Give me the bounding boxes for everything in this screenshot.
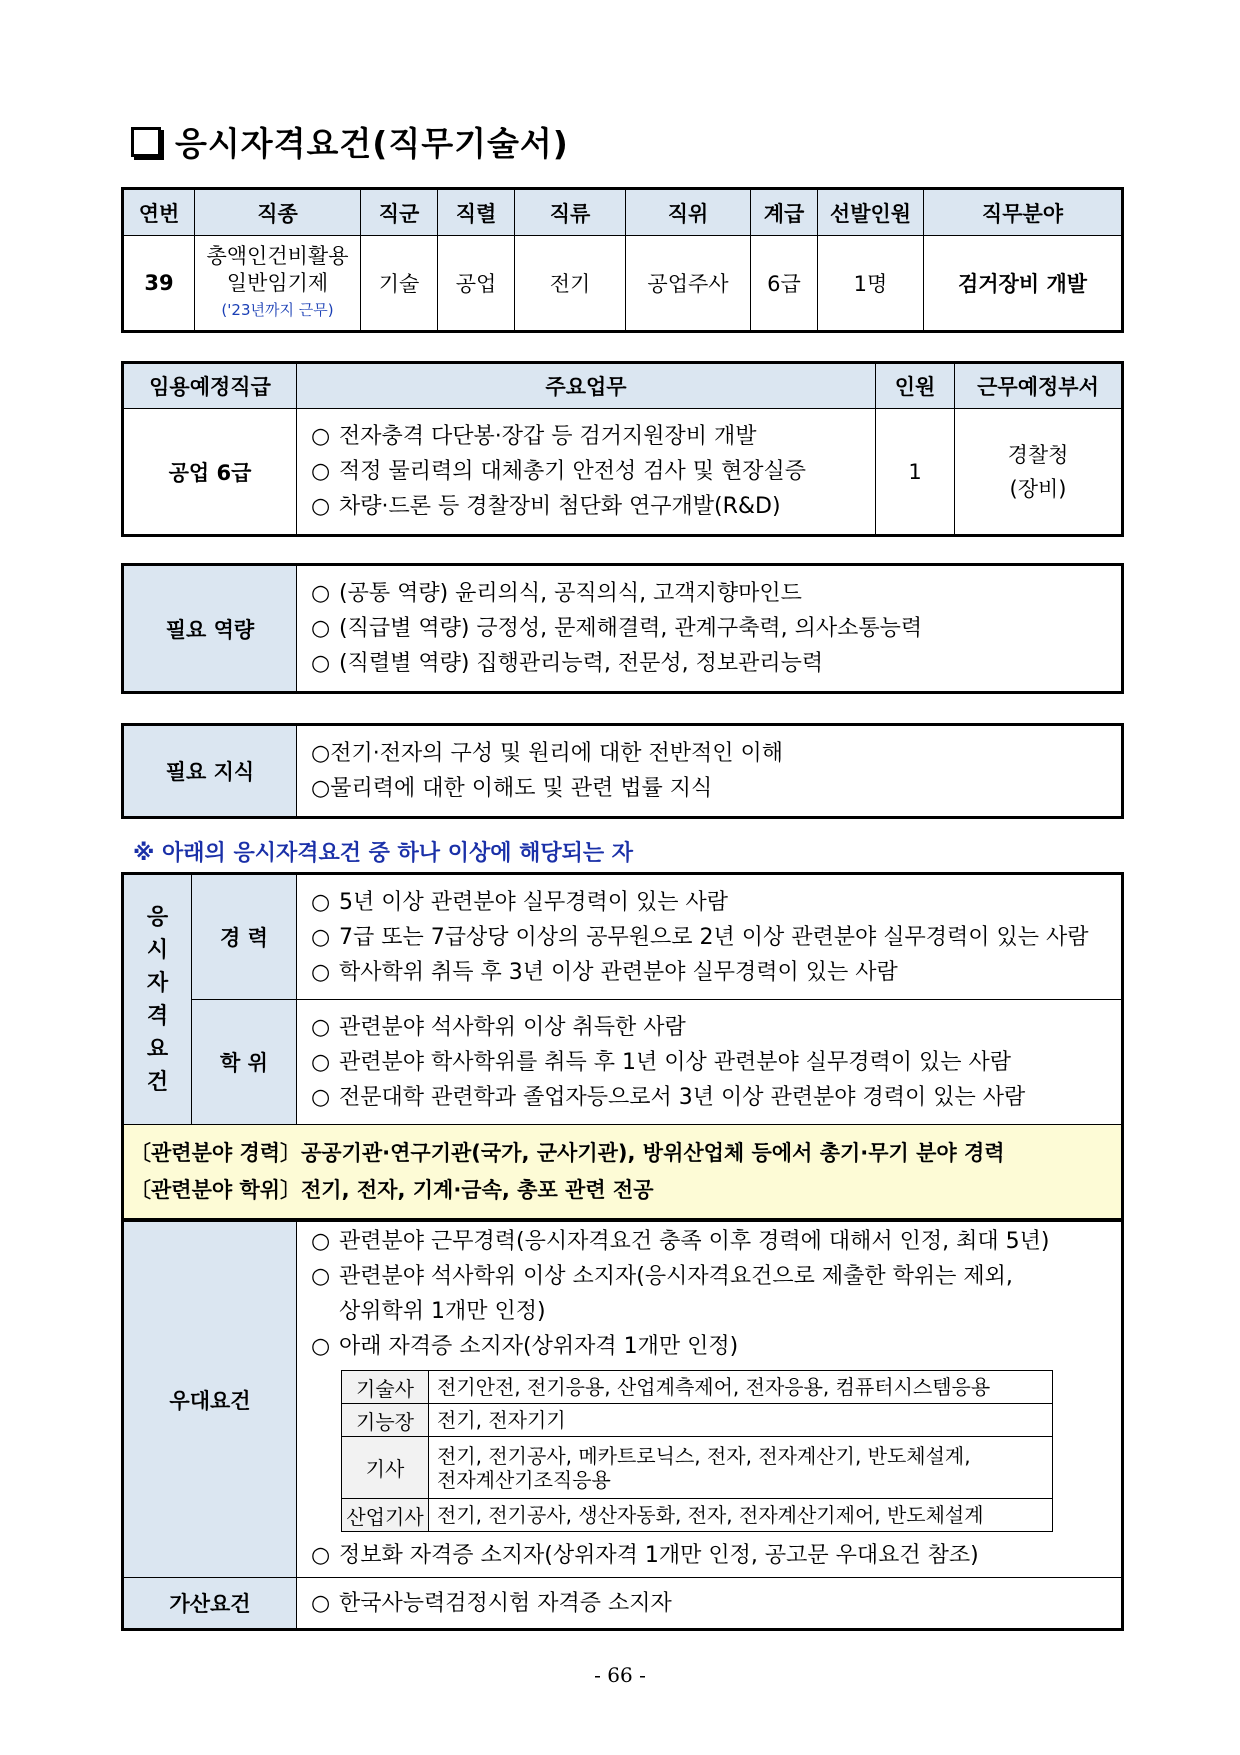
header-cell: 직위 <box>626 189 751 236</box>
bullet-icon: ○ <box>311 616 331 641</box>
list-item: 상위학위 1개만 인정) <box>339 1299 546 1324</box>
job-position: 공업주사 <box>626 236 751 332</box>
page-title-text: 응시자격요건(직무기술서) <box>175 124 569 163</box>
job-count: 1명 <box>818 236 924 332</box>
knowledge-list-cell <box>297 725 1123 818</box>
header-cell: 연번 <box>123 189 195 236</box>
header-cell: 직종 <box>195 189 361 236</box>
dept-line1: 경찰청 <box>1007 442 1069 467</box>
list-item: ○ 관련분야 석사학위 이상 취득한 사람 <box>311 1010 1121 1045</box>
list-item: ○물리력에 대한 이해도 및 관련 법률 지식 <box>311 776 713 801</box>
bullet-icon: ○ <box>311 581 331 606</box>
requirements-table <box>121 872 1124 1221</box>
license-values: 전기, 전자기기 <box>429 1404 1053 1437</box>
list-item: ○ 5년 이상 관련분야 실무경력이 있는 사람 <box>311 885 1121 920</box>
bullet-icon: ○ <box>311 494 331 519</box>
bullet-icon: ○ <box>311 1264 331 1289</box>
header-cell: 임용예정직급 <box>123 363 297 409</box>
bullet-icon: ○ <box>311 776 331 801</box>
list-item: ○ 전자충격 다단봉·장갑 등 검거지원장비 개발 <box>311 419 875 454</box>
degree-list <box>297 1010 1121 1115</box>
bonus-cell <box>297 1578 1123 1630</box>
header-cell: 직무분야 <box>924 189 1123 236</box>
related-career: 〔관련분야 경력〕공공기관·연구기관(국가, 군사기관), 방위산업체 등에서 총기·무기 분야 경력 <box>130 1140 1005 1165</box>
bullet-icon: ○ <box>311 1014 331 1040</box>
bonus-label: 가산요건 <box>123 1578 297 1630</box>
preference-list-end <box>297 1538 1121 1573</box>
license-values: 전기, 전기공사, 메카트로닉스, 전자, 전자계산기, 반도체설계, 전자계산기조직응용 <box>429 1437 1053 1499</box>
duty-dept <box>955 409 1123 536</box>
page-title <box>131 118 569 165</box>
license-category: 기능장 <box>342 1404 429 1437</box>
career-label: 경 력 <box>192 874 297 1000</box>
duty-grade: 공업 6급 <box>123 409 297 536</box>
knowledge-label: 필요 지식 <box>123 725 297 818</box>
career-list <box>297 885 1121 990</box>
job-type-line2: 일반임기제 <box>226 270 329 295</box>
header-cell: 계급 <box>751 189 818 236</box>
list-item: ○ 관련분야 석사학위 이상 소지자(응시자격요건으로 제출한 학위는 제외, <box>311 1259 1121 1294</box>
bullet-icon: ○ <box>311 424 331 449</box>
preference-label: 우대요건 <box>123 1221 297 1578</box>
list-item: ○ (공통 역량) 윤리의식, 공직의식, 고객지향마인드 <box>311 576 1121 611</box>
list-item: ○ (직렬별 역량) 집행관리능력, 전문성, 정보관리능력 <box>311 646 1121 681</box>
checkbox-square-icon <box>131 127 161 157</box>
header-cell: 직렬 <box>438 189 515 236</box>
bullet-icon: ○ <box>311 889 331 915</box>
bullet-icon: ○ <box>311 959 331 985</box>
bullet-icon: ○ <box>311 1084 331 1110</box>
bullet-icon: ○ <box>311 1590 331 1616</box>
job-group: 기술 <box>361 236 438 332</box>
job-class: 전기 <box>515 236 626 332</box>
degree-list-cell <box>297 1000 1123 1125</box>
license-category: 기술사 <box>342 1371 429 1404</box>
related-field-box <box>123 1125 1123 1220</box>
bullet-icon: ○ <box>311 1049 331 1075</box>
list-item: ○ 전문대학 관련학과 졸업자등으로서 3년 이상 관련분야 경력이 있는 사람 <box>311 1080 1121 1115</box>
requirements-vertical-label: 응 시 자 격 요 건 <box>123 874 192 1125</box>
bullet-icon: ○ <box>311 1543 331 1568</box>
bullet-icon: ○ <box>311 741 331 766</box>
license-category: 기사 <box>342 1437 429 1499</box>
header-cell: 주요업무 <box>297 363 876 409</box>
list-item: ○ 아래 자격증 소지자(상위자격 1개만 인정) <box>311 1329 1121 1364</box>
dept-line2: (장비) <box>1009 476 1067 501</box>
page-number: - 66 - <box>594 1663 646 1687</box>
license-category: 산업기사 <box>342 1499 429 1532</box>
preference-table <box>121 1219 1124 1631</box>
job-type-line1: 총액인건비활용 <box>206 243 349 268</box>
preference-list <box>297 1224 1121 1364</box>
requirements-note: ※ 아래의 응시자격요건 중 하나 이상에 해당되는 자 <box>133 841 634 866</box>
list-item: ○ 관련분야 근무경력(응시자격요건 충족 이후 경력에 대해서 인정, 최대 5년) <box>311 1224 1121 1259</box>
competency-list <box>297 576 1121 681</box>
list-item: ○ 관련분야 학사학위를 취득 후 1년 이상 관련분야 실무경력이 있는 사람 <box>311 1045 1121 1080</box>
list-item: ○ (직급별 역량) 긍정성, 문제해결력, 관계구축력, 의사소통능력 <box>311 611 1121 646</box>
header-cell: 인원 <box>876 363 955 409</box>
job-type-cell <box>195 236 361 332</box>
list-item: ○ 7급 또는 7급상당 이상의 공무원으로 2년 이상 관련분야 실무경력이 있는 사람 <box>311 920 1121 955</box>
bullet-icon: ○ <box>311 651 331 676</box>
career-list-cell <box>297 874 1123 1000</box>
list-item: ○ 차량·드론 등 경찰장비 첨단화 연구개발(R&D) <box>311 489 875 524</box>
job-table <box>121 187 1124 333</box>
competency-table <box>121 563 1124 694</box>
knowledge-list <box>297 736 1121 806</box>
bonus-list <box>297 1586 1121 1621</box>
license-table <box>341 1370 1053 1532</box>
list-item: ○ 한국사능력검정시험 자격증 소지자 <box>311 1586 1121 1621</box>
row-number: 39 <box>123 236 195 332</box>
header-cell: 선발인원 <box>818 189 924 236</box>
competency-label: 필요 역량 <box>123 565 297 693</box>
list-item: ○전기·전자의 구성 및 원리에 대한 전반적인 이해 <box>311 741 783 766</box>
bullet-icon: ○ <box>311 1334 331 1359</box>
license-values: 전기, 전기공사, 생산자동화, 전자, 전자계산기제어, 반도체설계 <box>429 1499 1053 1532</box>
job-type-note: ('23년까지 근무) <box>221 300 334 319</box>
related-degree: 〔관련분야 학위〕전기, 전자, 기계·금속, 총포 관련 전공 <box>130 1177 654 1202</box>
header-cell: 직류 <box>515 189 626 236</box>
job-field: 검거장비 개발 <box>924 236 1123 332</box>
preference-cell <box>297 1221 1123 1578</box>
duty-list-cell <box>297 409 876 536</box>
license-values: 전기안전, 전기응용, 산업계측제어, 전자응용, 컴퓨터시스템응용 <box>429 1371 1053 1404</box>
duty-list <box>297 419 875 524</box>
competency-list-cell <box>297 565 1123 693</box>
header-cell: 근무예정부서 <box>955 363 1123 409</box>
list-item: ○ 학사학위 취득 후 3년 이상 관련분야 실무경력이 있는 사람 <box>311 955 1121 990</box>
bullet-icon: ○ <box>311 459 331 484</box>
header-cell: 직군 <box>361 189 438 236</box>
bullet-icon: ○ <box>311 924 331 950</box>
duty-count: 1 <box>876 409 955 536</box>
bullet-icon: ○ <box>311 1229 331 1254</box>
job-grade: 6급 <box>751 236 818 332</box>
list-item: ○ 정보화 자격증 소지자(상위자격 1개만 인정, 공고문 우대요건 참조) <box>311 1538 1121 1573</box>
knowledge-table <box>121 723 1124 819</box>
job-series: 공업 <box>438 236 515 332</box>
list-item: ○ 적정 물리력의 대체총기 안전성 검사 및 현장실증 <box>311 454 875 489</box>
degree-label: 학 위 <box>192 1000 297 1125</box>
duty-table <box>121 361 1124 537</box>
